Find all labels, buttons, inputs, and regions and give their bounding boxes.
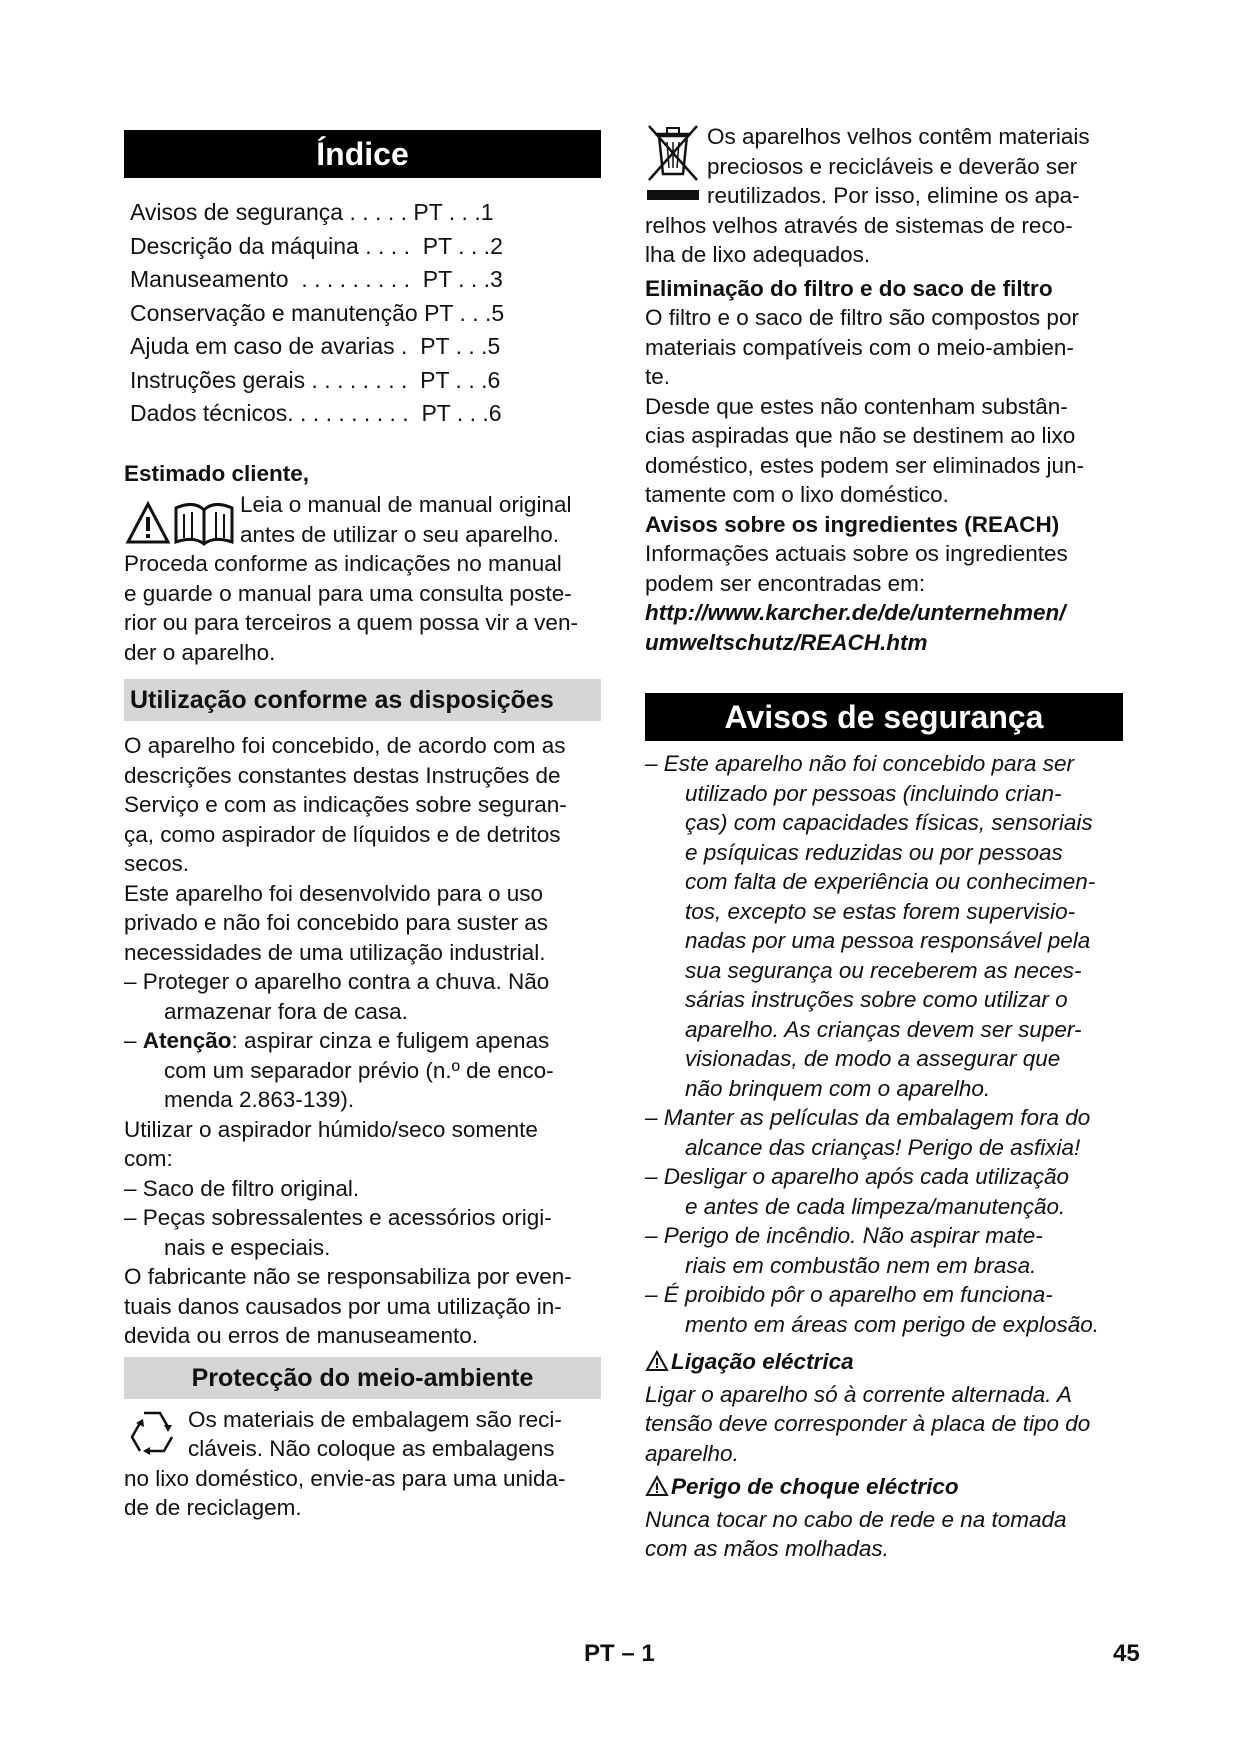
toc-item[interactable]: Avisos de segurança . . . . . PT . . .1 — [130, 199, 494, 225]
shock-line: com as mãos molhadas. — [645, 1536, 889, 1561]
use-list-item: – Saco de filtro original. — [124, 1175, 360, 1201]
reach-line: Informações actuais sobre os ingredientes — [645, 541, 1068, 566]
safety-item-line: – Perigo de incêndio. Não aspirar mate- — [645, 1223, 1043, 1248]
use-line: ça, como aspirador de líquidos e de detritos — [124, 821, 561, 847]
safety-item-line: sua segurança ou receberem as neces- — [685, 957, 1082, 983]
weee-line: relhos velhos através de sistemas de reco- — [645, 212, 1073, 238]
filter-line: doméstico, estes podem ser eliminados jun- — [645, 452, 1084, 478]
filter-line: O filtro e o saco de filtro são compostos por — [645, 305, 1079, 330]
filter-line: cias aspiradas que não se destinem ao lixo — [645, 423, 1076, 448]
use-list-item-cont: menda 2.863-139). — [164, 1087, 355, 1112]
safety-item — [645, 1221, 1123, 1280]
safety-item-line: e psíquicas reduzidas ou por pessoas — [685, 839, 1063, 865]
intro-line: der o aparelho. — [124, 639, 276, 665]
use-heading: Utilização conforme as disposições — [124, 679, 601, 721]
toc-item[interactable]: Instruções gerais . . . . . . . . PT . . .6 — [130, 366, 501, 393]
use-line: privado e não foi concebido para suster as — [124, 910, 549, 935]
safety-item-line: nadas por uma pessoa responsável pela — [685, 928, 1091, 953]
weee-line: preciosos e recicláveis e deverão ser — [707, 153, 1078, 179]
env-line: no lixo doméstico, envie-as para uma unida- — [124, 1465, 566, 1491]
use-list-item: – Atenção: aspirar cinza e fuligem apenas — [124, 1028, 550, 1053]
toc-item[interactable]: Manuseamento . . . . . . . . . PT . . .3 — [130, 266, 503, 292]
intro-line: Proceda conforme as indicações no manual — [124, 551, 562, 576]
toc-item[interactable]: Conservação e manutenção PT . . .5 — [130, 299, 505, 326]
toc-item[interactable]: Descrição da máquina . . . . PT . . .2 — [130, 232, 503, 259]
filter-line: tamente com o lixo doméstico. — [645, 482, 949, 507]
warning-icon — [645, 1475, 669, 1505]
use-line: tuais danos causados por uma utilização in- — [124, 1293, 562, 1319]
intro-line: e guarde o manual para uma consulta poste- — [124, 580, 572, 606]
use-line: Serviço e com as indicações sobre seguran- — [124, 792, 567, 817]
safety-item-line: alcance das crianças! Perigo de asfixia! — [685, 1134, 1081, 1160]
shock-line: Nunca tocar no cabo de rede e na tomada — [645, 1506, 1067, 1532]
safety-item-line: visionadas, de modo a assegurar que — [685, 1046, 1061, 1071]
use-line: necessidades de uma utilização industrial. — [124, 939, 546, 965]
safety-item-line: – Desligar o aparelho após cada utilização — [645, 1164, 1070, 1189]
use-list-item: – Peças sobressalentes e acessórios origi- — [124, 1205, 552, 1230]
toc-item[interactable]: Dados técnicos. . . . . . . . . . PT . . .6 — [130, 400, 502, 426]
weee-line: reutilizados. Por isso, elimine os apa- — [707, 183, 1080, 208]
use-line: Utilizar o aspirador húmido/seco somente — [124, 1116, 538, 1142]
safety-list — [645, 749, 1123, 1339]
safety-item-line: ças) com capacidades físicas, sensoriais — [685, 810, 1093, 835]
safety-item-line: sárias instruções sobre como utilizar o — [685, 987, 1068, 1012]
safety-item — [645, 1162, 1123, 1221]
use-line: descrições constantes destas Instruções de — [124, 762, 561, 788]
reach-url-link[interactable]: umweltschutz/REACH.htm — [645, 629, 928, 655]
elec-line: tensão deve corresponder à placa de tipo do — [645, 1411, 1091, 1436]
recycle-notice-line: Os materiais de embalagem são reci- — [188, 1406, 562, 1432]
filter-heading: Eliminação do filtro e do saco de filtro — [645, 275, 1053, 301]
left-column — [124, 130, 601, 1523]
elec-line: aparelho. — [645, 1440, 739, 1466]
use-line: O fabricante não se responsabiliza por even- — [124, 1264, 572, 1289]
env-line: de de reciclagem. — [124, 1495, 302, 1520]
safety-item-line: não brinquem com o aparelho. — [685, 1075, 991, 1101]
right-column — [645, 122, 1123, 1564]
filter-line: materiais compatíveis com o meio-ambien- — [645, 334, 1074, 360]
index-title: Índice — [124, 130, 601, 178]
reach-heading: Avisos sobre os ingredientes (REACH) — [645, 511, 1060, 537]
safety-item-line: – É proibido pôr o aparelho em funciona- — [645, 1282, 1053, 1307]
safety-item-line: utilizado por pessoas (incluindo crian- — [685, 780, 1062, 806]
safety-item — [645, 1280, 1123, 1339]
safety-item-line: tos, excepto se estas forem supervisio- — [685, 898, 1076, 924]
use-list-item-cont: com um separador prévio (n.º de enco- — [164, 1057, 554, 1083]
use-line: secos. — [124, 851, 190, 876]
safety-title: Avisos de segurança — [645, 693, 1123, 741]
use-list-item-cont: armazenar fora de casa. — [164, 998, 408, 1024]
recycle-notice-line: cláveis. Não coloque as embalagens — [188, 1436, 555, 1461]
weee-line: Os aparelhos velhos contêm materiais — [707, 124, 1090, 149]
safety-item-line: e antes de cada limpeza/manutenção. — [685, 1193, 1066, 1219]
safety-item-line: – Este aparelho não foi concebido para ser — [645, 751, 1075, 776]
weee-line: lha de lixo adequados. — [645, 242, 871, 267]
safety-item-line: com falta de experiência ou conhecimen- — [685, 869, 1096, 894]
warning-manual-icon — [124, 490, 240, 548]
crossed-bin-icon — [645, 122, 707, 210]
filter-line: te. — [645, 364, 671, 389]
weee-notice — [645, 122, 1123, 211]
recycle-notice — [124, 1405, 601, 1464]
page-number: 45 — [1113, 1640, 1140, 1667]
safety-item-line: aparelho. As crianças devem ser super- — [685, 1016, 1082, 1042]
elec-heading: Ligação eléctrica — [645, 1347, 1123, 1380]
recycle-icon — [124, 1405, 188, 1463]
intro-line: rior ou para terceiros a quem possa vir a ven- — [124, 610, 578, 635]
use-line: devida ou erros de manuseamento. — [124, 1323, 478, 1348]
safety-item-line: mento em áreas com perigo de explosão. — [685, 1311, 1099, 1337]
use-list-item: – Proteger o aparelho contra a chuva. Não — [124, 969, 550, 994]
use-line: O aparelho foi concebido, de acordo com as — [124, 733, 566, 758]
toc-item[interactable]: Ajuda em caso de avarias . PT . . .5 — [130, 333, 501, 359]
footer-section-label: PT – 1 — [584, 1640, 655, 1667]
greeting: Estimado cliente, — [124, 460, 310, 486]
reach-url-link[interactable]: http://www.karcher.de/de/unternehmen/ — [645, 600, 1066, 625]
manual-notice-line: antes de utilizar o seu aparelho. — [240, 521, 559, 547]
safety-item — [645, 1103, 1123, 1162]
safety-item-line: riais em combustão nem em brasa. — [685, 1252, 1037, 1278]
table-of-contents — [130, 196, 601, 431]
filter-line: Desde que estes não contenham substân- — [645, 393, 1068, 419]
safety-item-line: – Manter as películas da embalagem fora do — [645, 1105, 1091, 1130]
reach-line: podem ser encontradas em: — [645, 570, 926, 596]
safety-item — [645, 749, 1123, 1103]
shock-heading: Perigo de choque eléctrico — [645, 1472, 1123, 1505]
use-list-item-cont: nais e especiais. — [164, 1234, 331, 1260]
env-heading: Protecção do meio-ambiente — [124, 1357, 601, 1399]
manual-notice-line: Leia o manual de manual original — [240, 492, 572, 517]
use-line: com: — [124, 1146, 173, 1171]
manual-notice — [124, 490, 601, 549]
warning-icon — [645, 1350, 669, 1380]
elec-line: Ligar o aparelho só à corrente alternada. A — [645, 1381, 1072, 1407]
use-line: Este aparelho foi desenvolvido para o uso — [124, 880, 544, 906]
